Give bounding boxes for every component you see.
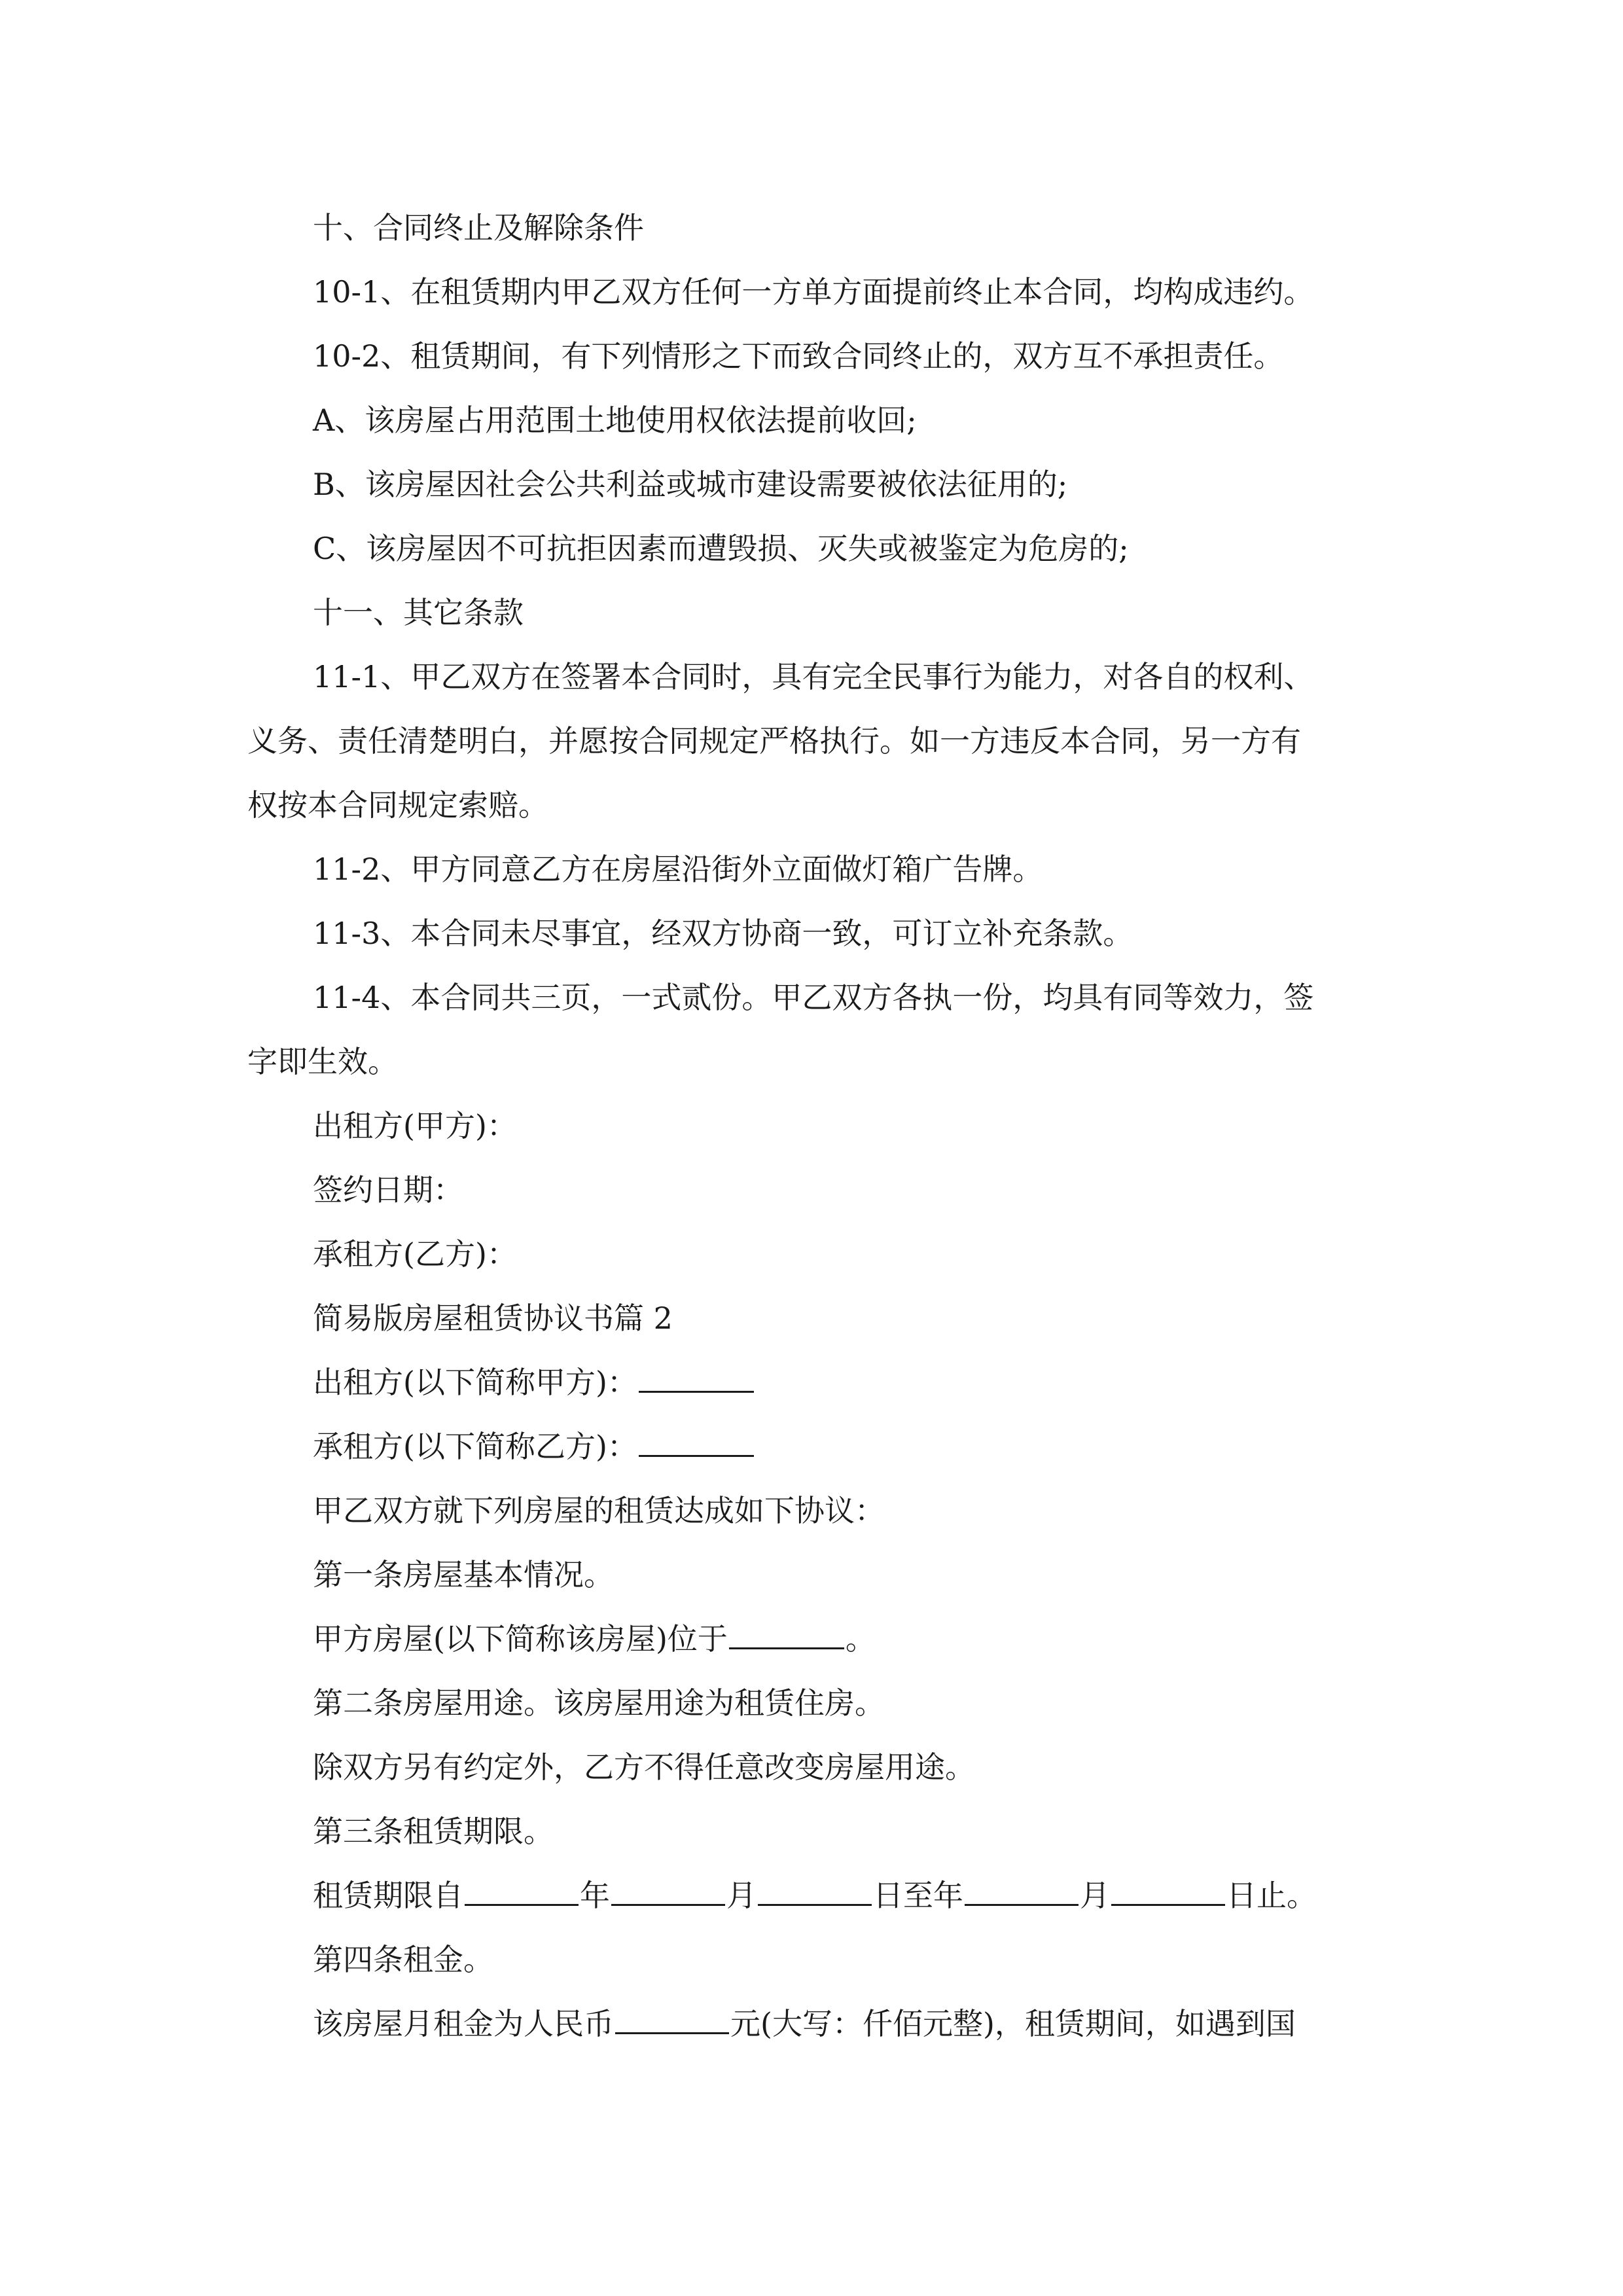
rent-amount-blank [615,2006,729,2034]
clause-11-3: 11-3、本合同未尽事宜，经双方协商一致，可订立补充条款。 [313,916,1133,951]
agreement-2-title: 简易版房屋租赁协议书篇 2 [313,1300,673,1336]
year-label: 年 [580,1878,610,1913]
day-to-year-label: 日至年 [873,1878,963,1913]
rent-amount-rest: 元(大写：仟佰元整)，租赁期间，如遇到国 [730,2006,1296,2041]
property-location-line [313,1619,876,1659]
start-year-blank [465,1878,579,1906]
lessor-name-label: 出租方(以下简称甲方)： [313,1365,637,1400]
clause-10-2-a: A、该房屋占用范围土地使用权依法提前收回; [313,403,917,438]
property-location-end: 。 [845,1621,876,1657]
clause-11-4-line-2: 字即生效。 [247,1044,398,1079]
article-2-heading: 第二条房屋用途。该房屋用途为租赁住房。 [313,1685,885,1721]
lessor-signature-label: 出租方(甲方)： [313,1108,517,1143]
clause-11-1-line-3: 权按本合同规定索赔。 [247,787,548,823]
property-location-label: 甲方房屋(以下简称该房屋)位于 [313,1621,728,1657]
month-label: 月 [726,1878,757,1913]
lessee-name-blank [639,1429,754,1457]
signing-date-label: 签约日期： [313,1172,463,1208]
clause-11-1-line-1: 11-1、甲乙双方在签署本合同时，具有完全民事行为能力，对各自的权利、 [313,659,1314,694]
lessor-name-line [313,1363,755,1402]
rent-amount-line [313,2004,1296,2043]
lease-term-from-label: 租赁期限自 [313,1878,463,1913]
clause-10-2: 10-2、租赁期间，有下列情形之下而致合同终止的，双方互不承担责任。 [313,338,1284,374]
lessee-name-label: 承租方(以下简称乙方)： [313,1429,637,1464]
lessor-name-blank [639,1365,754,1393]
end-month-label: 月 [1080,1878,1110,1913]
clause-10-2-b: B、该房屋因社会公共利益或城市建设需要被依法征用的; [313,467,1068,502]
clause-10-1: 10-1、在租赁期内甲乙双方任何一方单方面提前终止本合同，均构成违约。 [313,274,1314,310]
end-day-label: 日止。 [1226,1878,1317,1913]
lessee-signature-label: 承租方(乙方)： [313,1236,517,1272]
section-10-heading: 十、合同终止及解除条件 [313,210,644,245]
end-month-blank [965,1878,1079,1906]
clause-11-1-line-2: 义务、责任清楚明白，并愿按合同规定严格执行。如一方违反本合同，另一方有 [247,723,1301,759]
article-4-heading: 第四条租金。 [313,1942,493,1977]
article-3-heading: 第三条租赁期限。 [313,1814,554,1849]
section-11-heading: 十一、其它条款 [313,595,524,630]
agreement-intro: 甲乙双方就下列房屋的租赁达成如下协议： [313,1493,885,1528]
property-location-blank [729,1621,844,1649]
clause-10-2-c: C、该房屋因不可抗拒因素而遭毁损、灭失或被鉴定为危房的; [313,531,1129,566]
article-2-body: 除双方另有约定外，乙方不得任意改变房屋用途。 [313,1749,975,1785]
rent-amount-label: 该房屋月租金为人民币 [313,2006,614,2041]
end-day-blank [1111,1878,1225,1906]
start-day-blank [758,1878,872,1906]
article-1-heading: 第一条房屋基本情况。 [313,1557,614,1592]
lessee-name-line [313,1427,755,1466]
lease-term-line [313,1876,1317,1915]
clause-11-4-line-1: 11-4、本合同共三页，一式贰份。甲乙双方各执一份，均具有同等效力，签 [313,980,1314,1015]
start-month-blank [611,1878,725,1906]
clause-11-2: 11-2、甲方同意乙方在房屋沿街外立面做灯箱广告牌。 [313,852,1043,887]
